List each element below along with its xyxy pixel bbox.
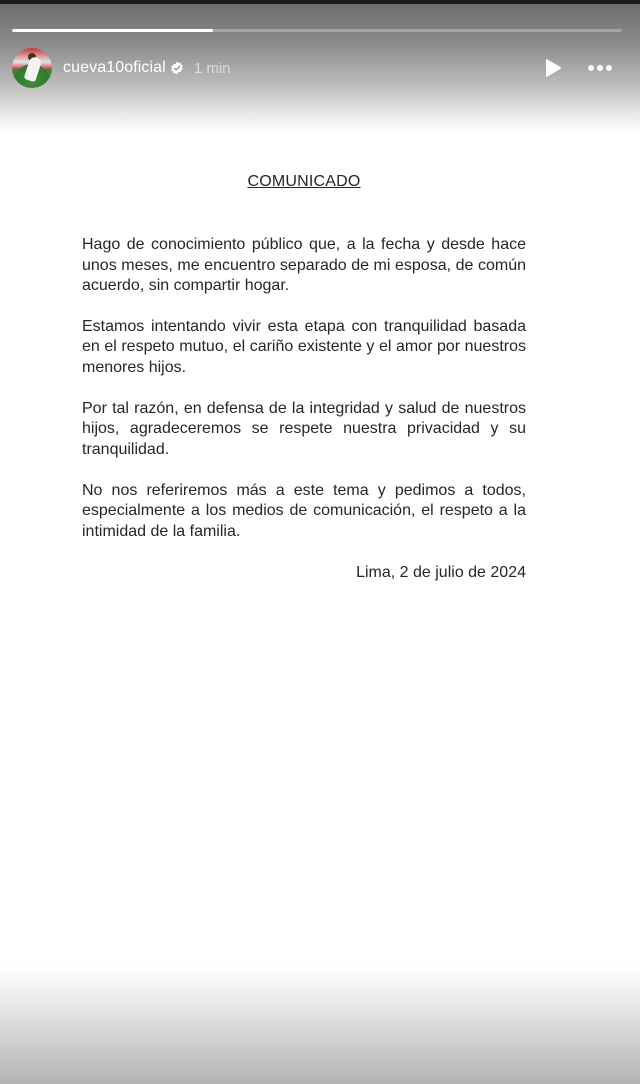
avatar[interactable] [12, 48, 52, 88]
document-paragraph: No nos referiremos más a este tema y pedimos a todos, especialmente a los medios de comunicación, el respeto a la intimidad de la familia. [82, 481, 526, 540]
more-dot-icon [606, 65, 612, 71]
post-time: 1 min [193, 59, 231, 77]
more-options-button[interactable] [588, 65, 612, 71]
play-icon[interactable] [544, 58, 562, 78]
avatar-figure [24, 56, 43, 83]
story-user-info[interactable] [12, 48, 231, 88]
document-signature: Lima, 2 de julio de 2024 [356, 563, 526, 581]
document-paragraph: Estamos intentando vivir esta etapa con tranquilidad basada en el respeto mutuo, el cariño existente y el amor por nuestros menores hijos. [82, 318, 526, 376]
story-progress-bar [12, 29, 622, 32]
more-dot-icon [597, 65, 603, 71]
document-paragraph: Por tal razón, en defensa de la integridad y salud de nuestros hijos, agradeceremos se respete nuestra privacidad y su tranquilidad. [82, 400, 526, 458]
more-dot-icon [588, 65, 594, 71]
document-title: COMUNICADO [247, 173, 361, 190]
statement-document [82, 172, 526, 583]
username[interactable]: cueva10oficial [63, 59, 166, 76]
footer-overlay [0, 964, 640, 1084]
story-progress-fill [12, 29, 213, 32]
story-controls [544, 56, 612, 80]
document-paragraph: Hago de conocimiento público que, a la fecha y desde hace unos meses, me encuentro separado de mi esposa, de común acuerdo, sin compartir hogar. [82, 236, 526, 294]
verified-badge-icon [170, 61, 184, 75]
